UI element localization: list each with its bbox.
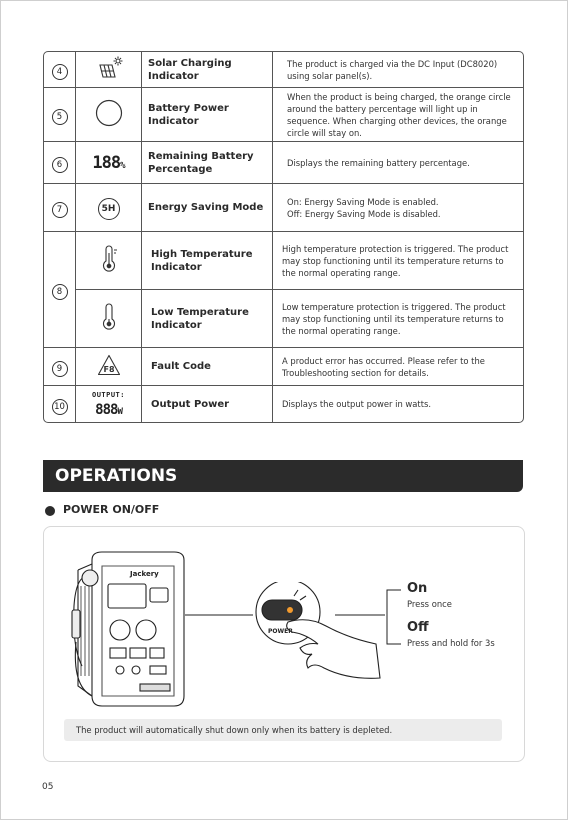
on-label: On: [407, 581, 428, 596]
output-display-icon: OUTPUT: 888W: [76, 386, 142, 422]
percentage-display-icon: 188%: [76, 142, 142, 184]
power-button-closeup: [248, 582, 398, 682]
indicator-description: High temperature protection is triggered. The product may stop functioning until its temperature returns to the normal operating range.: [273, 232, 523, 290]
indicator-description: Displays the output power in watts.: [282, 399, 432, 409]
solar-panel-icon: [94, 56, 124, 80]
indicator-description: A product error has occurred. Please refer to the Troubleshooting section for details.: [273, 348, 523, 386]
indicator-name: Remaining Battery: [148, 150, 254, 162]
indicator-description: The product is charged via the DC Input (DC8020) using solar panel(s).: [273, 52, 523, 88]
battery-ring-icon: [94, 98, 124, 128]
shutdown-note: The product will automatically shut down only when its battery is depleted.: [64, 719, 502, 741]
indicator-name-line2: Percentage: [148, 163, 213, 175]
row-number: 7: [52, 202, 68, 218]
indicator-name-line2: Indicator: [148, 115, 199, 127]
indicator-description: Displays the remaining battery percentage.: [273, 142, 523, 184]
svg-text:Jackery: Jackery: [130, 570, 159, 578]
table-row: [44, 142, 523, 184]
indicator-name: Battery Power: [148, 102, 229, 114]
table-row: [44, 290, 523, 348]
table-row: [44, 232, 523, 290]
indicator-name: Output Power: [151, 398, 230, 410]
svg-text:POWER: POWER: [268, 628, 293, 635]
low-temperature-icon: [100, 303, 118, 331]
svg-text:F8: F8: [102, 364, 115, 374]
indicator-name: Solar Charging: [148, 57, 232, 69]
row-number: 5: [52, 109, 68, 125]
section-title: OPERATIONS: [55, 466, 178, 486]
indicator-name-line2: Indicator: [148, 70, 199, 82]
indicator-name-line2: Indicator: [151, 261, 202, 273]
on-instruction: Press once: [407, 599, 452, 609]
row-number: 6: [52, 157, 68, 173]
off-label: Off: [407, 620, 429, 635]
energy-saving-icon: 5H: [98, 198, 120, 220]
table-row: [44, 88, 523, 142]
indicator-description: On: Energy Saving Mode is enabled.: [287, 196, 439, 207]
page-number: 05: [42, 782, 54, 792]
table-row: [44, 184, 523, 232]
bullet-icon: [45, 506, 55, 516]
table-row: [44, 348, 523, 386]
section-header: [43, 460, 523, 492]
power-station-illustration: [62, 546, 192, 716]
indicator-name: Fault Code: [151, 361, 211, 372]
off-instruction: Press and hold for 3s: [407, 638, 495, 648]
indicator-description-line2: Off: Energy Saving Mode is disabled.: [287, 208, 441, 219]
row-number: 9: [52, 361, 68, 377]
indicator-name: Energy Saving Mode: [148, 202, 264, 213]
row-number: 8: [52, 284, 68, 300]
high-temperature-icon: [100, 245, 118, 273]
row-number: 4: [52, 64, 68, 80]
indicator-name-line2: Indicator: [151, 319, 202, 331]
table-row: [44, 386, 523, 422]
table-row: [44, 52, 523, 88]
indicator-name: High Temperature: [151, 248, 253, 260]
fault-code-icon: [97, 354, 121, 376]
indicator-table: [43, 51, 524, 423]
indicator-description: When the product is being charged, the orange circle around the battery percentage will light up in sequence. When charging other devices, the orange circle will stay on.: [273, 88, 523, 142]
indicator-description: Low temperature protection is triggered. The product may stop functioning until its temperature returns to the normal operating range.: [273, 290, 523, 348]
indicator-name: Low Temperature: [151, 306, 249, 318]
subsection-title: POWER ON/OFF: [63, 503, 160, 516]
row-number: 10: [52, 399, 68, 415]
